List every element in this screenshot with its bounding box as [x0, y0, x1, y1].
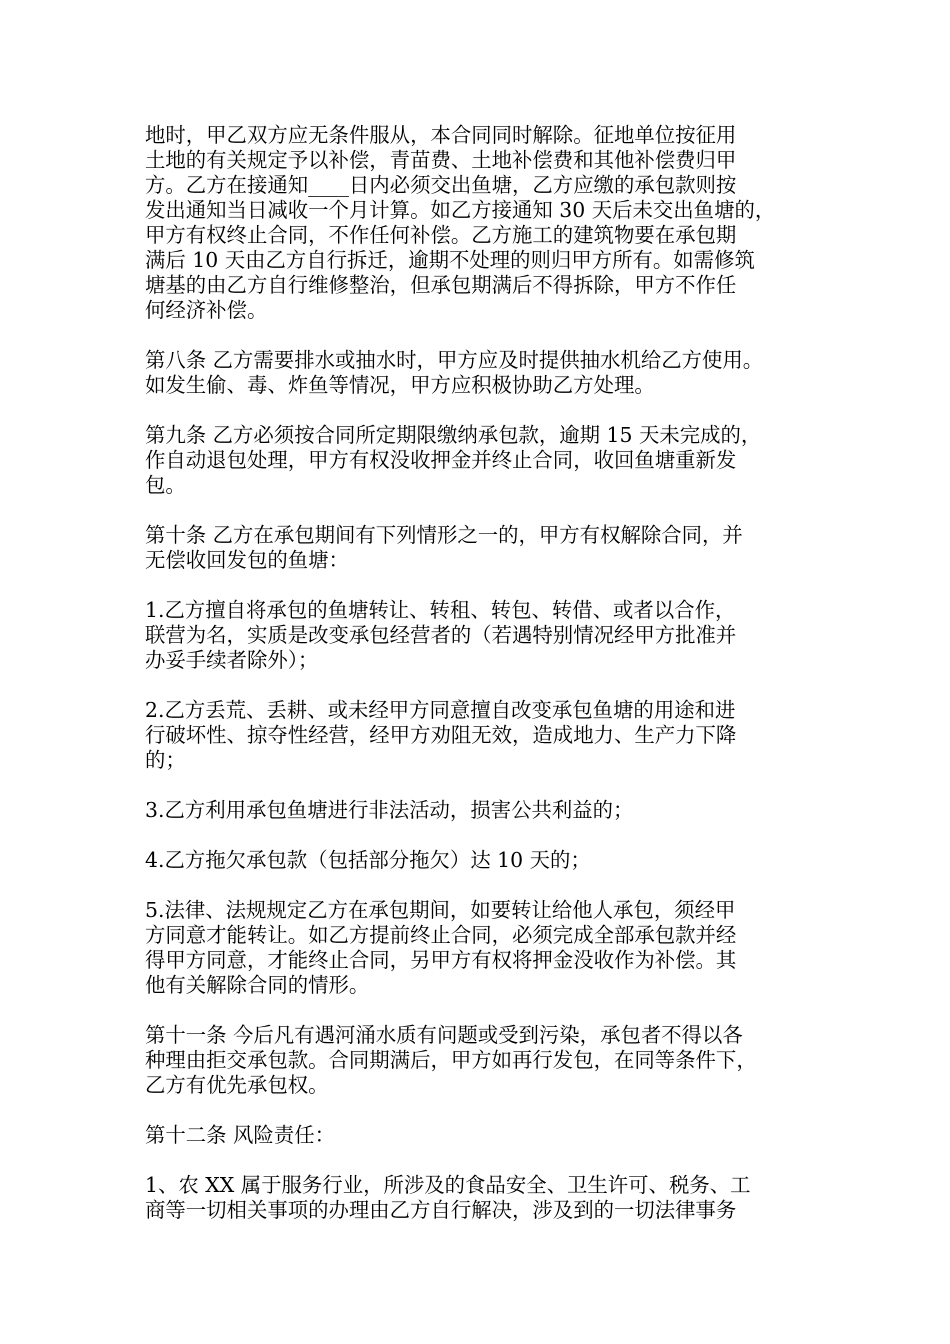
- paragraph-article-10: 第十条 乙方在承包期间有下列情形之一的，甲方有权解除合同，并 无偿收回发包的鱼塘：: [145, 523, 743, 572]
- paragraph-article-11: 第十一条 今后凡有遇河涌水质有问题或受到污染，承包者不得以各 种理由拒交承包款。合同期满后，甲方如再行发包，在同等条件下， 乙方有优先承包权。: [145, 1023, 757, 1097]
- paragraph-article-10-item-4: 4.乙方拖欠承包款（包括部分拖欠）达 10 天的；: [145, 848, 591, 872]
- paragraph-article-10-item-2: 2.乙方丢荒、丢耕、或未经甲方同意擅自改变承包鱼塘的用途和进 行破坏性、掠夺性经营，经甲方劝阻无效，造成地力、生产力下降 的；: [145, 698, 737, 772]
- paragraph-article-12-heading: 第十二条 风险责任：: [145, 1123, 335, 1147]
- paragraph-article-10-item-5: 5.法律、法规规定乙方在承包期间，如要转让给他人承包，须经甲 方同意才能转让。如乙方提前终止合同，必须完成全部承包款并经 得甲方同意，才能终止合同，另甲方有权将押金没收作为补偿。其 他有关解除合同的情形。: [145, 898, 737, 997]
- paragraph-article-12-item-1: 1、农 XX 属于服务行业，所涉及的食品安全、卫生许可、税务、工 商等一切相关事项的办理由乙方自行解决，涉及到的一切法律事务: [145, 1173, 751, 1222]
- paragraph-article-10-item-1: 1.乙方擅自将承包的鱼塘转让、转租、转包、转借、或者以合作， 联营为名，实质是改变承包经营者的（若遇特别情况经甲方批准并 办妥手续者除外）；: [145, 598, 737, 672]
- contract-body: [145, 123, 830, 1248]
- paragraph-land-acquisition-clause: 地时，甲乙双方应无条件服从，本合同同时解除。征地单位按征用 土地的有关规定予以补偿，青苗费、土地补偿费和其他补偿费归甲 方。乙方在接通知____日内必须交出鱼塘，乙方应缴的承包款则按 发出通知当日减收一个月计算。如乙方接通知 30 天后未交出鱼塘的， 甲方有权终止合同，不作任何补偿。乙方施工的建筑物要在承包期 满后 10 天由乙方自行拆迁，逾期不处理的则归甲方所有。如需修筑 塘基的由乙方自行维修整治，但承包期满后不得拆除，甲方不作任 何经济补偿。: [145, 123, 776, 322]
- paragraph-article-10-item-3: 3.乙方利用承包鱼塘进行非法活动，损害公共利益的；: [145, 798, 634, 822]
- paragraph-article-9: 第九条 乙方必须按合同所定期限缴纳承包款，逾期 15 天未完成的， 作自动退包处理，甲方有权没收押金并终止合同，收回鱼塘重新发 包。: [145, 423, 762, 497]
- paragraph-article-8: 第八条 乙方需要排水或抽水时，甲方应及时提供抽水机给乙方使用。 如发生偷、毒、炸鱼等情况，甲方应积极协助乙方处理。: [145, 348, 764, 397]
